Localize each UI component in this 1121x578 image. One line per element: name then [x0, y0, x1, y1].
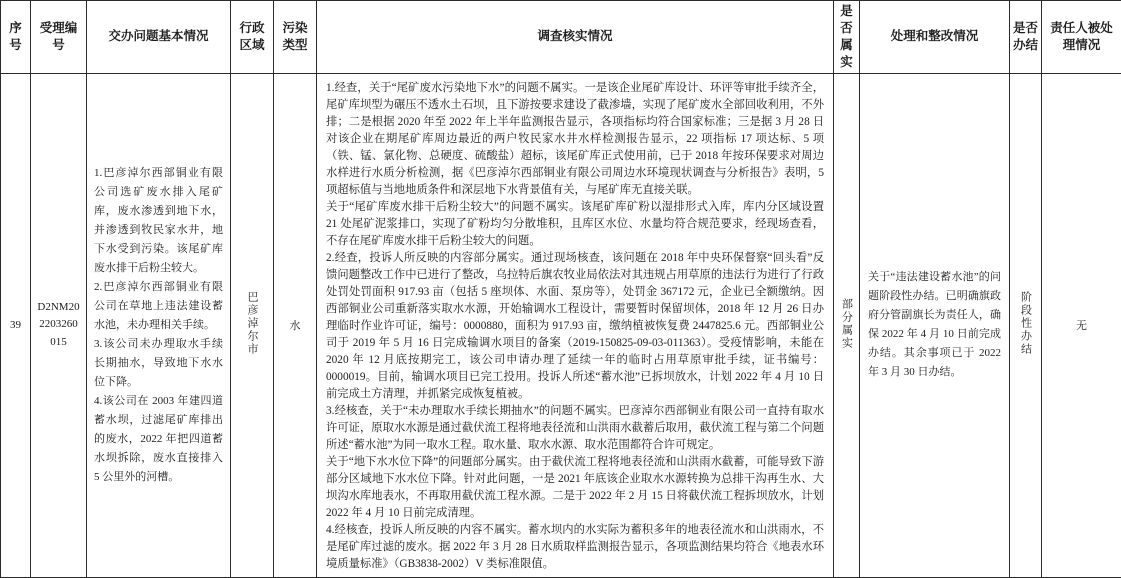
is-true-text: 部分属实	[840, 298, 852, 350]
table-row	[1, 73, 1121, 577]
investigation-para-4: 3.经核查，关于“未办理取水手续长期抽水”的问题不属实。巴彦淖尔西部铜业有限公司一直持有取水许可证，原取水水源是通过截伏流工程将地表径流和山洪雨水截蓄后取用，截伏流工程与第二个问题所述“蓄水池”为同一取水工程。取水量、取水水源、取水范围都符合许可规定。	[326, 403, 824, 454]
table-header-row	[1, 1, 1121, 74]
header-is-concluded: 是否办结	[1010, 1, 1042, 74]
header-problem: 交办问题基本情况	[87, 1, 231, 74]
problem-item-4: 4.该公司在 2003 年建四道蓄水坝，过滤尾矿库排出的废水，2022 年把四道蓄水坝拆除，废水直接排入 5 公里外的河槽。	[94, 392, 223, 487]
region-text: 巴彦淖尔市	[246, 291, 258, 356]
problem-item-1: 1.巴彦淖尔西部铜业有限公司选矿废水排入尾矿库，废水渗透到地下水，并渗透到牧民家水井，地下水受到污染。该尾矿库废水排干后粉尘较大。	[94, 164, 223, 278]
investigation-para-3: 2.经查，投诉人所反映的内容部分属实。通过现场核查，该问题在 2018 年中央环保督察“回头看”反馈问题整改工作中已进行了整改，乌拉特后旗农牧业局依法对其违规占用草原的违法行为进行了行政处罚处罚面积 917.93 亩（包括 5 座坝体、水面、泵房等），处罚金 367172 元，企业已全额缴纳。因西部铜业公司重新落实取水水源，开始输调水工程设计，需要暂时保留坝体，2018 年 12 月 26 日办理临时作业许可证，编号：0000880，面积为 917.93 亩，缴纳植被恢复费 2447825.6 元。西部铜业公司于 2019 年 5 月 16 日完成输调水项目的备案（2019-150825-09-03-011363）。受疫情影响，未能在 2020 年 12 月底按期完工，该公司申请办理了延续一年的临时占用草原审批手续，证书编号：0000019。目前，输调水项目已完工投用。投诉人所述“蓄水池”已拆坝放水，计划 2022 年 4 月 10 日前完成土方清理，并抓紧完成恢复植被。	[326, 250, 824, 403]
problem-item-3: 3.该公司未办理取水手续长期抽水，导致地下水水位下降。	[94, 335, 223, 392]
header-investigation: 调查核实情况	[317, 1, 834, 74]
cell-region	[231, 73, 274, 577]
header-is-true: 是否属实	[834, 1, 860, 74]
problem-item-2: 2.巴彦淖尔西部铜业有限公司在草地上违法建设蓄水池，未办理相关手续。	[94, 278, 223, 335]
header-pollution-type: 污染类型	[274, 1, 317, 74]
cell-pollution-type: 水	[274, 73, 317, 577]
header-responsible: 责任人被处理情况	[1042, 1, 1121, 74]
investigation-para-6: 4.经核查，投诉人所反映的内容不属实。蓄水坝内的水实际为蓄积多年的地表径流水和山洪雨水，不是尾矿库过滤的废水。据 2022 年 3 月 28 日水质取样监测报告显示，各项监测结果均符合《地表水环境质量标准》（GB3838-2002）V 类标准限值。	[326, 522, 824, 573]
investigation-para-2: 关于“尾矿库废水排干后粉尘较大”的问题不属实。该尾矿库矿粉以湿排形式入库，库内分区域设置 21 处尾矿泥浆排口，实现了矿粉均匀分散堆积，且库区水位、水量均符合规范要求，经现场查看，不存在尾矿库废水排干后粉尘较大的问题。	[326, 199, 824, 250]
cell-is-concluded	[1010, 73, 1042, 577]
header-handling: 处理和整改情况	[860, 1, 1010, 74]
cell-problem	[87, 73, 231, 577]
cell-is-true	[834, 73, 860, 577]
header-case-no: 受理编号	[31, 1, 87, 74]
investigation-para-1: 1.经查，关于“尾矿废水污染地下水”的问题不属实。一是该企业尾矿库设计、环评等审批手续齐全，尾矿库坝型为碾压不透水土石坝，且下游按要求建设了截渗墙，实现了尾矿废水全部回收利用，不外排；二是根据 2020 年至 2022 年上半年监测报告显示，各项指标均符合国家标准；三是据 3 月 28 日对该企业在期尾矿库周边最近的两户牧民家水井水样检测报告显示，22 项指标 17 项达标、5 项（铁、锰、氯化物、总硬度、硫酸盐）超标，该尾矿库正式使用前，已于 2018 年按环保要求对周边水样进行水质分析检测，据《巴彦淖尔西部铜业有限公司周边水环境现状调查与分析报告》表明，5 项超标值与当地地质条件和深层地下水背景值有关，与尾矿库无直接关联。	[326, 80, 824, 199]
is-concluded-text: 阶段性办结	[1019, 291, 1031, 356]
cell-handling	[860, 73, 1010, 577]
header-region: 行政区域	[231, 1, 274, 74]
cell-responsible: 无	[1042, 73, 1121, 577]
handling-text: 关于“违法建设蓄水池”的问题阶段性办结。已明确旗政府分管副旗长为责任人，确保 2022 年 4 月 10 日前完成办结。其余事项已于 2022 年 3 月 30 日办结。	[868, 268, 1001, 382]
cell-investigation	[317, 73, 834, 577]
cell-seq: 39	[1, 73, 31, 577]
header-seq: 序号	[1, 1, 31, 74]
investigation-para-5: 关于“地下水水位下降”的问题部分属实。由于截伏流工程将地表径流和山洪雨水截蓄，可能导致下游部分区域地下水水位下降。针对此问题，一是 2021 年底该企业取水水源转换为总排干沟再生水、大坝沟水库地表水，不再取用截伏流工程水源。二是于 2022 年 2 月 15 日将截伏流工程拆坝放水，计划 2022 年 4 月 10 日前完成清理。	[326, 454, 824, 522]
cell-case-no: D2NM202203260015	[31, 73, 87, 577]
